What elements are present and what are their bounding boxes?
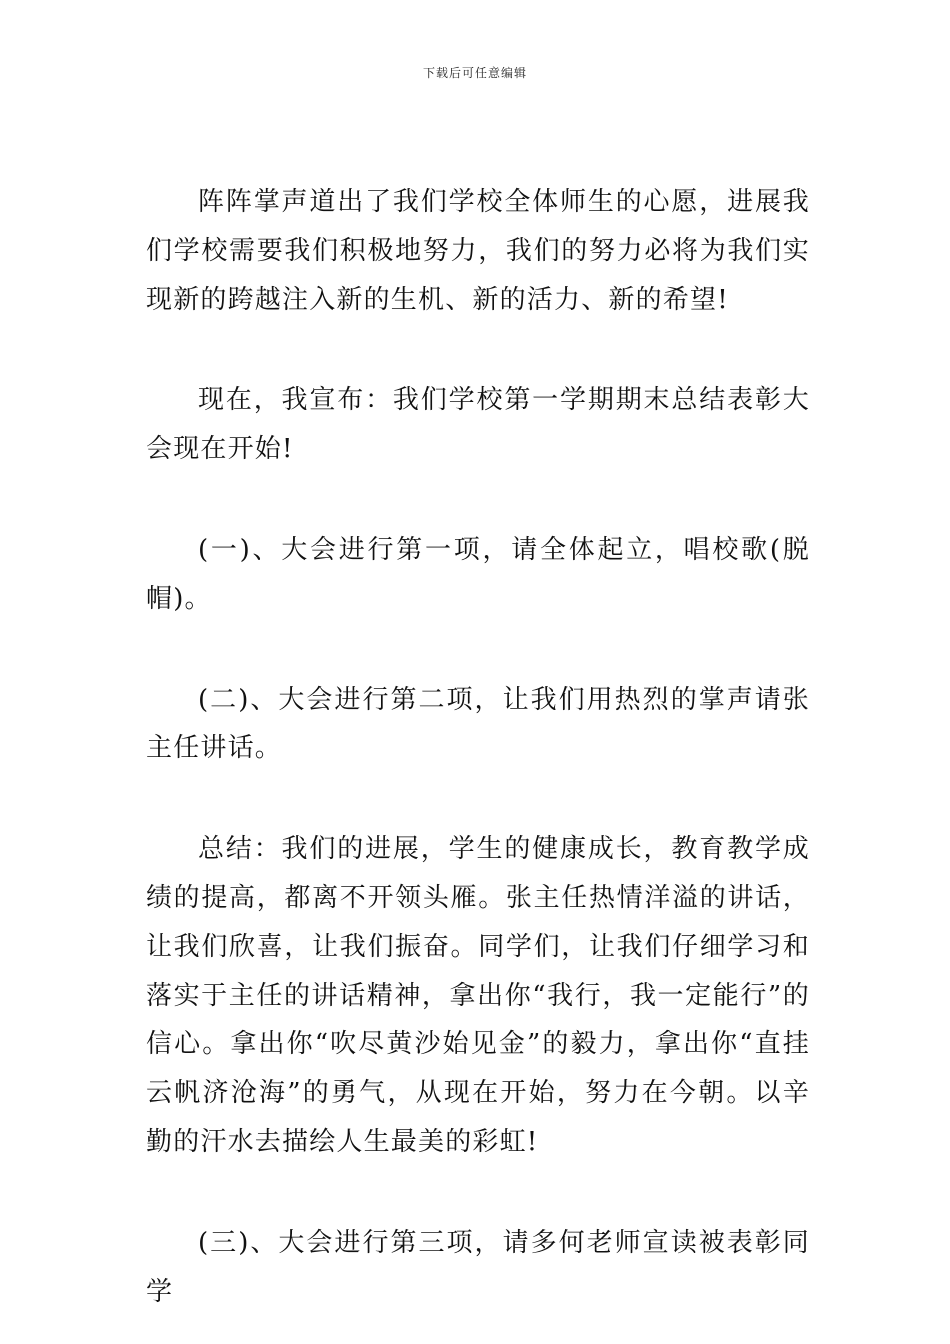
paragraph-item-three: (三)、大会进行第三项，请多何老师宣读被表彰同学 — [146, 1227, 810, 1307]
paragraph-gap — [146, 773, 810, 825]
paragraph-gap — [146, 324, 810, 376]
header-note: 下载后可任意编辑 — [422, 66, 527, 80]
paragraph-announcement: 现在，我宣布：我们学校第一学期期末总结表彰大会现在开始! — [146, 385, 810, 465]
paragraph-gap — [146, 474, 810, 526]
paragraph-item-one: (一)、大会进行第一项，请全体起立，唱校歌(脱帽)。 — [146, 534, 810, 614]
paragraph-summary: 总结：我们的进展，学生的健康成长，教育教学成绩的提高，都离不开领头雁。张主任热情洋溢的讲话，让我们欣喜，让我们振奋。同学们，让我们仔细学习和落实于主任的讲话精神，拿出你“我行，我一定能行”的信心。拿出你“吹尽黄沙始见金”的毅力，拿出你“直挂云帆济沧海”的勇气，从现在开始，努力在今朝。以辛勤的汗水去描绘人生最美的彩虹! — [146, 834, 810, 1157]
paragraph-gap — [146, 1167, 810, 1219]
paragraph-gap — [146, 624, 810, 676]
document-body — [146, 178, 810, 1316]
paragraph-applause: 阵阵掌声道出了我们学校全体师生的心愿，进展我们学校需要我们积极地努力，我们的努力必将为我们实现新的跨越注入新的生机、新的活力、新的希望! — [146, 187, 810, 315]
paragraph-item-two: (二)、大会进行第二项，让我们用热烈的掌声请张主任讲话。 — [146, 684, 810, 764]
